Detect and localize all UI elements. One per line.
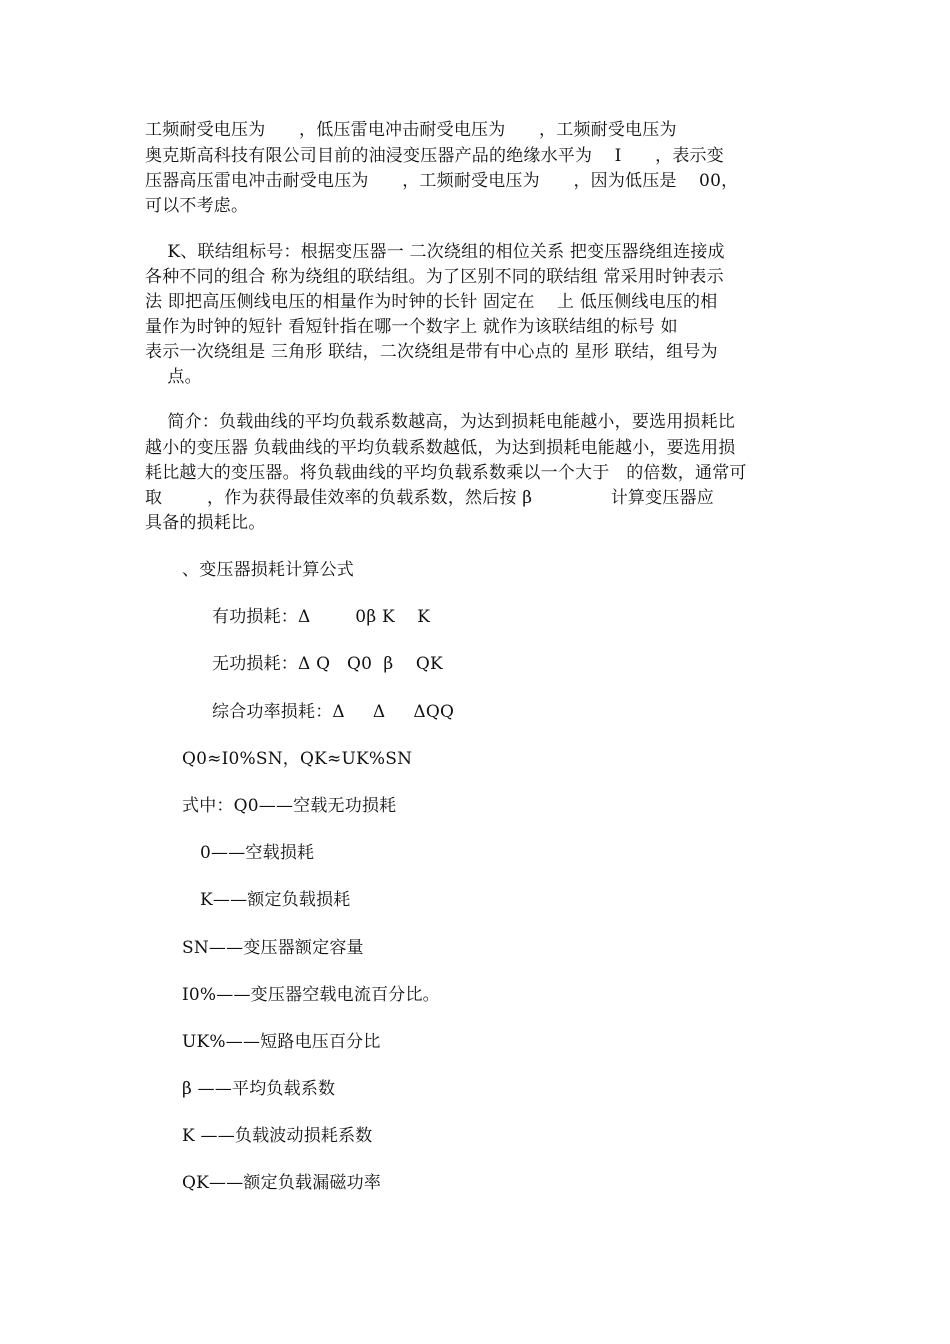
definition-item: UK%——短路电压百分比 bbox=[182, 1032, 381, 1052]
definition-item: 式中：Q0——空载无功损耗 bbox=[182, 796, 397, 816]
definition-item: 0——空载损耗 bbox=[200, 843, 315, 863]
paragraph-1-line-3: 压器高压雷电冲击耐受电压为 ，工频耐受电压为 ，因为低压是 00， bbox=[145, 171, 739, 191]
paragraph-3-line-5: 具备的损耗比。 bbox=[145, 513, 266, 533]
paragraph-3-line-2: 越小的变压器 负载曲线的平均负载系数越低，为达到损耗电能越小，要选用损 bbox=[145, 438, 736, 458]
formula-active-loss: 有功损耗：Δ 0β K K bbox=[212, 607, 431, 627]
definition-item: QK——额定负载漏磁功率 bbox=[182, 1173, 382, 1193]
definition-item: I0%——变压器空载电流百分比。 bbox=[182, 985, 440, 1005]
definition-item: SN——变压器额定容量 bbox=[182, 938, 364, 958]
paragraph-1-line-4: 可以不考虑。 bbox=[145, 196, 249, 216]
paragraph-2-line-5: 表示一次绕组是 三角形 联结，二次绕组是带有中心点的 星形 联结，组号为 bbox=[145, 342, 718, 362]
definition-item: K——额定负载损耗 bbox=[200, 890, 351, 910]
paragraph-2-line-3: 法 即把高压侧线电压的相量作为时钟的长针 固定在 上 低压侧线电压的相 bbox=[145, 292, 718, 312]
paragraph-1-line-1: 工频耐受电压为 ，低压雷电冲击耐受电压为 ，工频耐受电压为 bbox=[145, 120, 677, 140]
formula-approximation: Q0≈I0%SN，QK≈UK%SN bbox=[182, 749, 413, 769]
paragraph-3-line-3: 耗比越大的变压器。将负载曲线的平均负载系数乘以一个大于 的倍数，通常可 bbox=[145, 463, 747, 483]
paragraph-3-line-1: 简介：负载曲线的平均负载系数越高，为达到损耗电能越小，要选用损耗比 bbox=[145, 412, 736, 432]
paragraph-2-line-2: 各种不同的组合 称为绕组的联结组。为了区别不同的联结组 常采用时钟表示 bbox=[145, 267, 724, 287]
paragraph-3-line-4: 取 ，作为获得最佳效率的负载系数，然后按 β 计算变压器应 bbox=[145, 488, 714, 508]
paragraph-2-line-1: K、联结组标号：根据变压器一 二次绕组的相位关系 把变压器绕组连接成 bbox=[145, 242, 725, 262]
paragraph-1-line-2: 奥克斯高科技有限公司目前的油浸变压器产品的绝缘水平为 I ，表示变 bbox=[145, 146, 724, 166]
definition-item: K ——负载波动损耗系数 bbox=[182, 1126, 373, 1146]
formula-reactive-loss: 无功损耗：Δ Q Q0 β QK bbox=[212, 654, 443, 674]
section-heading: 、变压器损耗计算公式 bbox=[182, 560, 354, 580]
definition-item: β ——平均负载系数 bbox=[182, 1079, 336, 1099]
paragraph-2-line-6: 点。 bbox=[145, 367, 202, 387]
formula-total-loss: 综合功率损耗：Δ Δ ΔQQ bbox=[212, 702, 455, 722]
paragraph-2-line-4: 量作为时钟的短针 看短针指在哪一个数字上 就作为该联结组的标号 如 bbox=[145, 317, 678, 337]
